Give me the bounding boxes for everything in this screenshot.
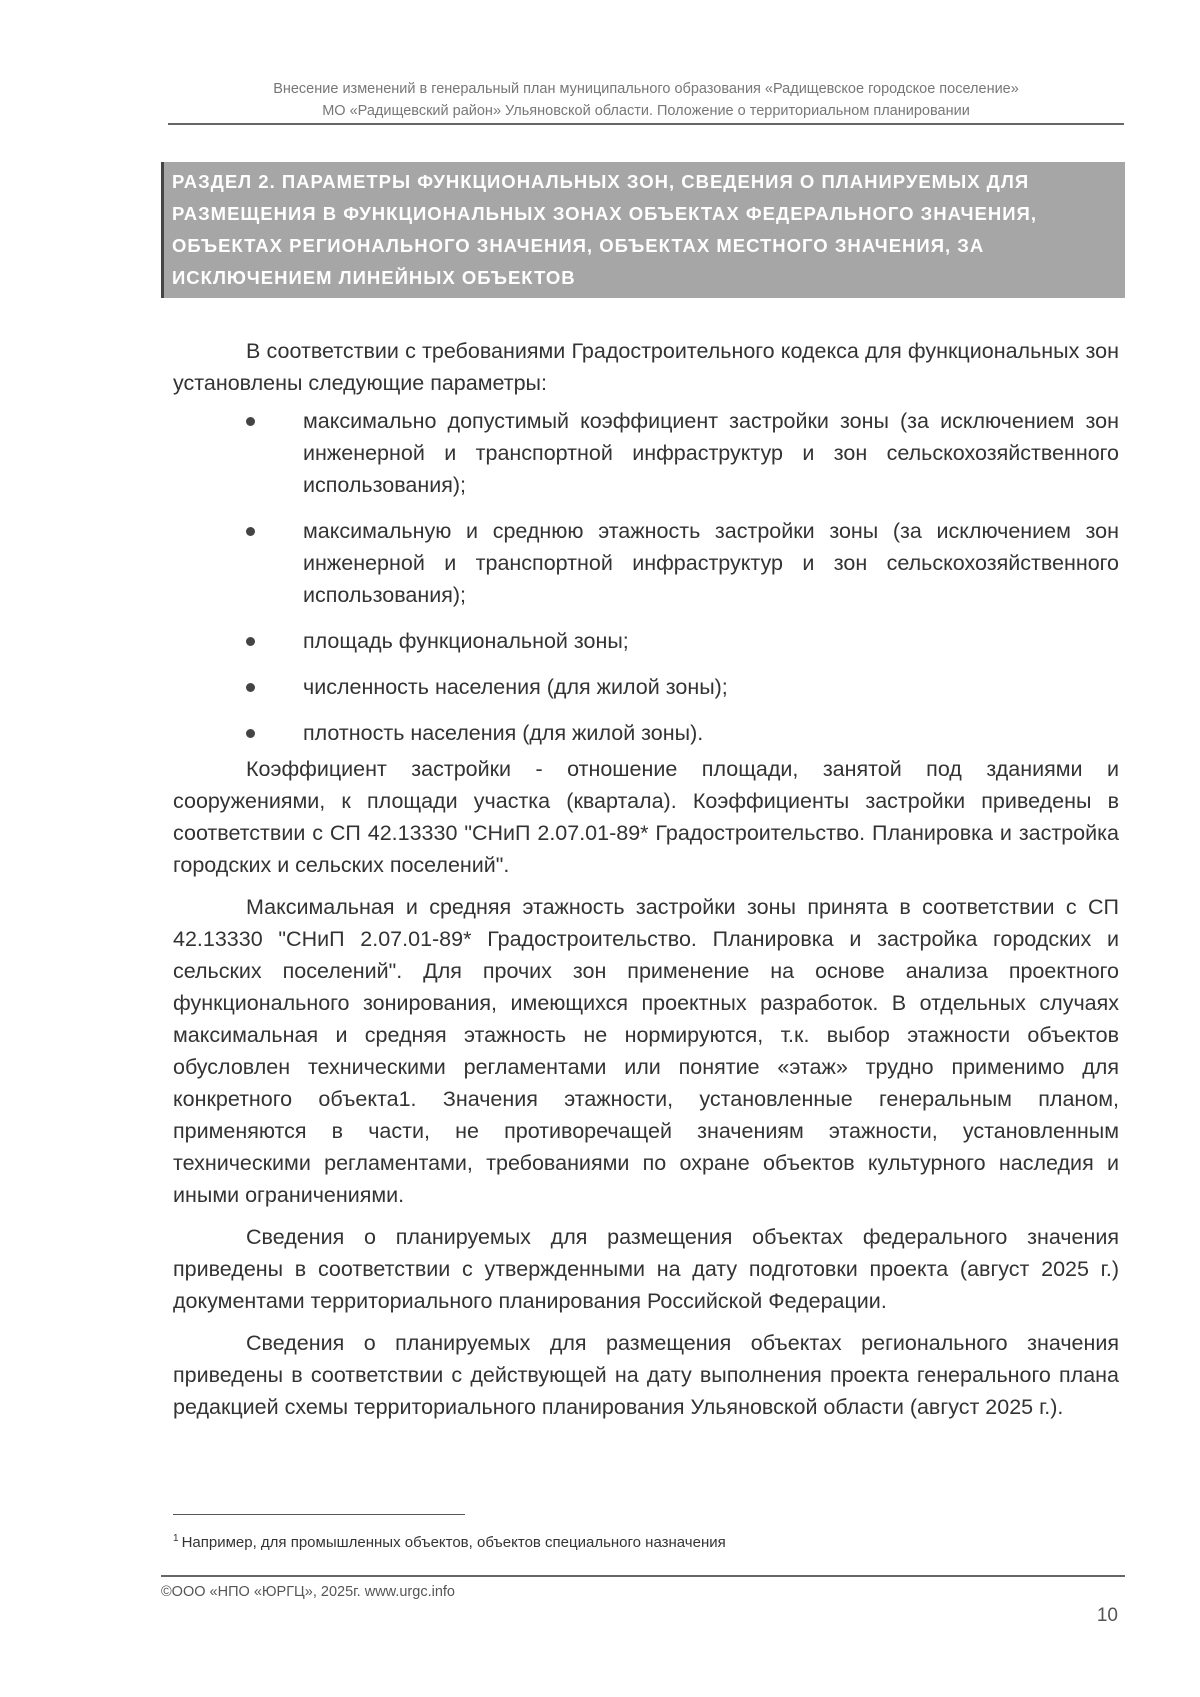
intro-paragraph: В соответствии с требованиями Градостроительного кодекса для функциональных зон установлены следующие параметры: — [173, 339, 1119, 395]
paragraph-coefficient: Коэффициент застройки - отношение площади, занятой под зданиями и сооружениями, к площади участка (квартала). Коэффициенты застройки приведены в соответствии с СП 42.13330 "СНиП 2.07.01-89* Градостроительство. Планировка и застройка городских и сельских поселений". — [173, 757, 1119, 877]
header-divider — [168, 123, 1124, 125]
running-header-line-1: Внесение изменений в генеральный план муниципального образования «Радищевское городское поселение» — [273, 81, 1019, 97]
bullet-icon — [246, 417, 255, 426]
list-item — [173, 717, 1119, 749]
list-item — [173, 515, 1119, 611]
list-item — [173, 671, 1119, 703]
running-header-line-2: МО «Радищевский район» Ульяновской области. Положение о территориальном планировании — [322, 103, 970, 119]
bullet-icon — [246, 729, 255, 738]
footnote — [173, 1528, 1073, 1554]
bullet-icon — [246, 637, 255, 646]
footer-divider — [161, 1575, 1125, 1577]
paragraph-regional: Сведения о планируемых для размещения объектах регионального значения приведены в соответствии с действующей на дату выполнения проекта генерального плана редакцией схемы территориального планирования Ульяновской области (август 2025 г.). — [173, 1331, 1119, 1419]
section-title: РАЗДЕЛ 2. ПАРАМЕТРЫ ФУНКЦИОНАЛЬНЫХ ЗОН, СВЕДЕНИЯ О ПЛАНИРУЕМЫХ ДЛЯ РАЗМЕЩЕНИЯ В ФУНКЦИОНАЛЬНЫХ ЗОНАХ ОБЪЕКТАХ ФЕДЕРАЛЬНОГО ЗНАЧЕНИЯ, ОБЪЕКТАХ РЕГИОНАЛЬНОГО ЗНАЧЕНИЯ, ОБЪЕКТАХ МЕСТНОГО ЗНАЧЕНИЯ, ЗА ИСКЛЮЧЕНИЕМ ЛИНЕЙНЫХ ОБЪЕКТОВ — [172, 171, 1037, 288]
bullet-icon — [246, 683, 255, 692]
footnote-marker: 1 — [173, 1533, 179, 1544]
list-item-text: максимально допустимый коэффициент застройки зоны (за исключением зон инженерной и транспортной инфраструктур и зон сельскохозяйственного использования); — [303, 409, 1119, 497]
running-header — [168, 78, 1124, 122]
parameter-list — [173, 405, 1119, 749]
section-heading-box — [161, 162, 1125, 298]
body-text — [173, 335, 1119, 1423]
footnote-text: Например, для промышленных объектов, объектов специального назначения — [181, 1534, 726, 1551]
list-item-text: плотность населения (для жилой зоны). — [303, 721, 704, 745]
footer-copyright: ©ООО «НПО «ЮРГЦ», 2025г. www.urgc.info — [161, 1584, 455, 1600]
paragraph-federal: Сведения о планируемых для размещения объектах федерального значения приведены в соответствии с утвержденными на дату подготовки проекта (август 2025 г.) документами территориального планирования Российской Федерации. — [173, 1225, 1119, 1313]
page-number: 10 — [1096, 1605, 1118, 1626]
list-item — [173, 625, 1119, 657]
paragraph-floors: Максимальная и средняя этажность застройки зоны принята в соответствии с СП 42.13330 "СНиП 2.07.01-89* Градостроительство. Планировка и застройка городских и сельских поселений". Для прочих зон применение на основе анализа проектного функционального зонирования, имеющихся проектных разработок. В отдельных случаях максимальная и средняя этажность не нормируются, т.к. выбор этажности объектов обусловлен техническими регламентами или понятие «этаж» трудно применимо для конкретного объекта1. Значения этажности, установленные генеральным планом, применяются в части, не противоречащей значениям этажности, установленным техническими регламентами, требованиями по охране объектов культурного наследия и иными ограничениями. — [173, 895, 1119, 1207]
list-item-text: максимальную и среднюю этажность застройки зоны (за исключением зон инженерной и транспортной инфраструктур и зон сельскохозяйственного использования); — [303, 519, 1119, 607]
footnote-divider — [173, 1514, 465, 1515]
list-item-text: площадь функциональной зоны; — [303, 629, 629, 653]
bullet-icon — [246, 527, 255, 536]
list-item-text: численность населения (для жилой зоны); — [303, 675, 728, 699]
list-item — [173, 405, 1119, 501]
